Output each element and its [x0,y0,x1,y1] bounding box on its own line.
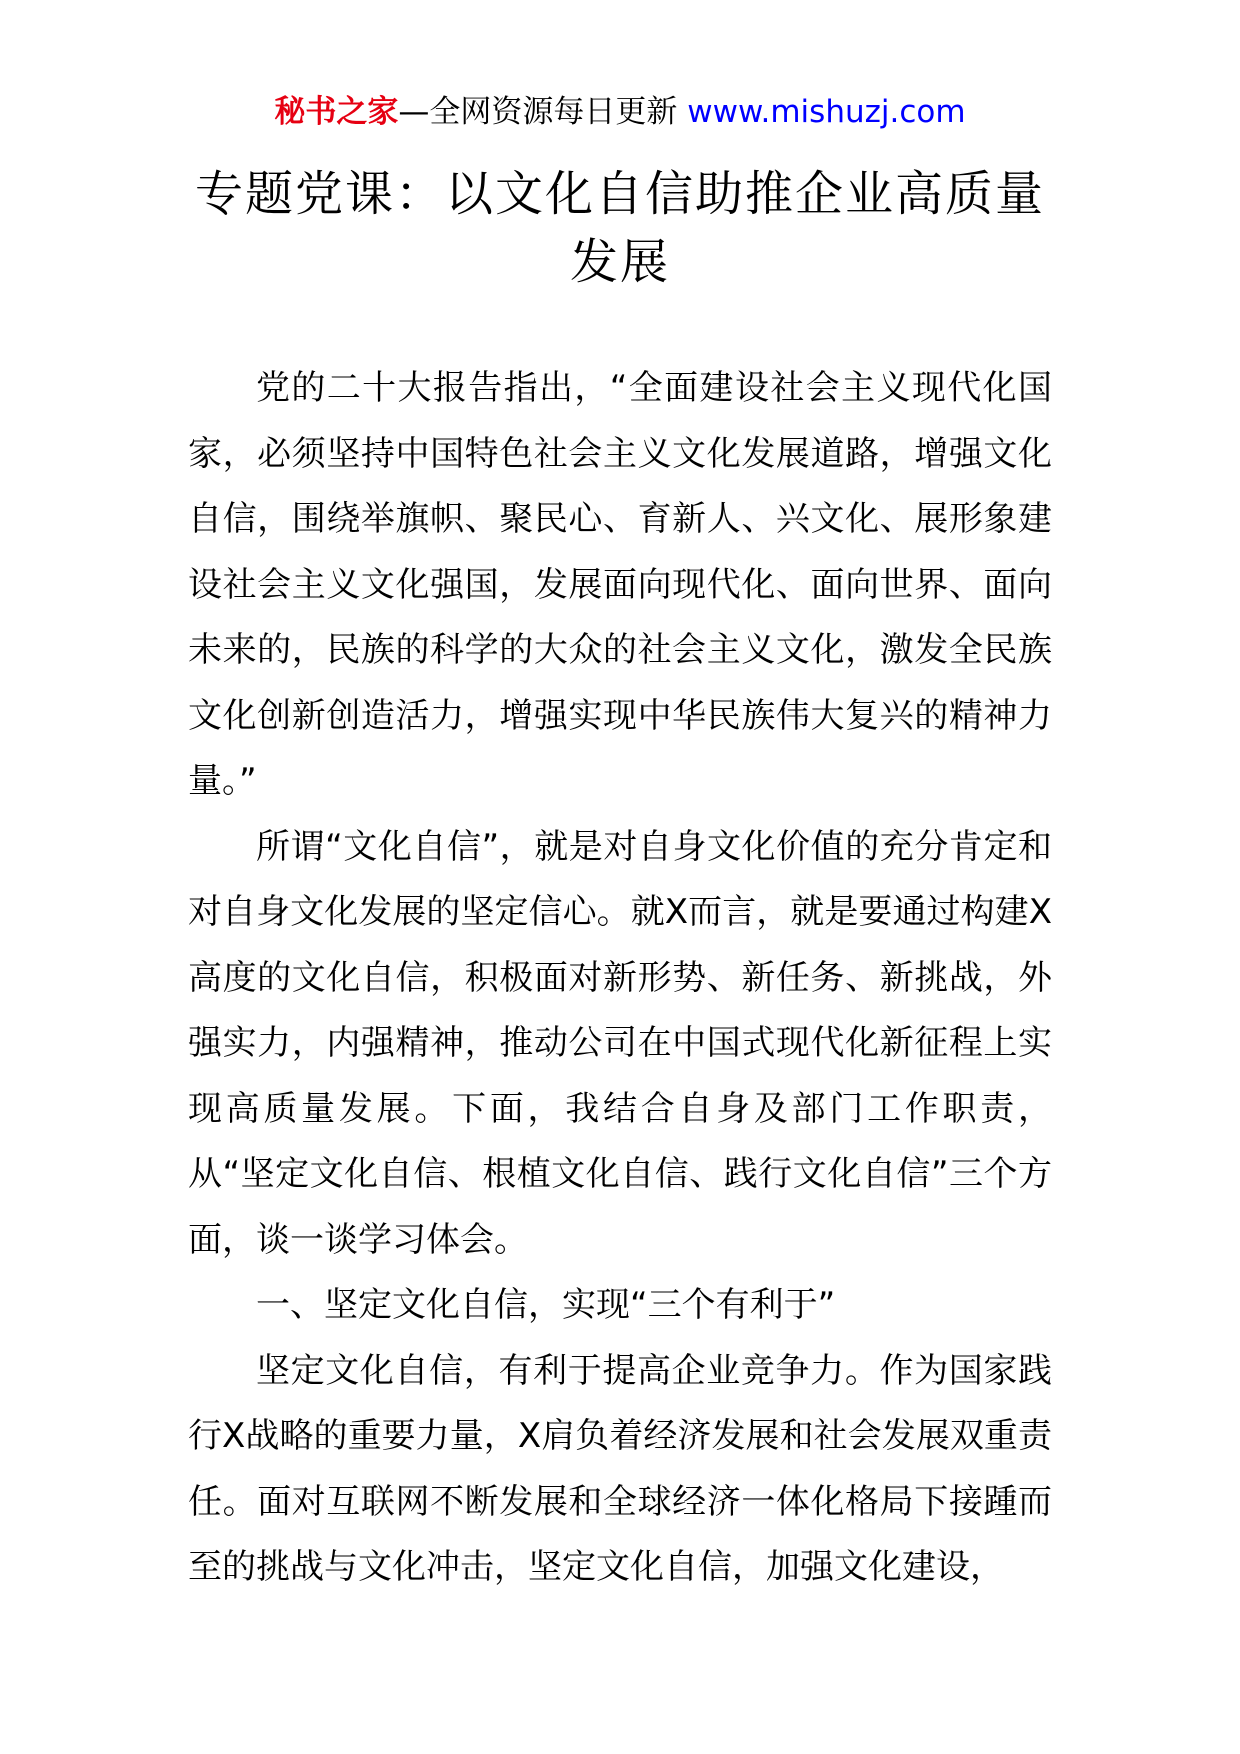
paragraph-3: 坚定文化自信，有利于提高企业竞争力。作为国家践行X战略的重要力量，X肩负着经济发展和社会发展双重责任。面对互联网不断发展和全球经济一体化格局下接踵而至的挑战与文化冲击，坚定文化自信，加强文化建设， [188,1350,1052,1587]
brand-name: 秘书之家 [274,94,399,130]
document-body [188,356,1052,1601]
section-heading-1: 一、坚定文化自信，实现“三个有利于” [256,1285,836,1325]
website-link[interactable]: www.mishuzj.com [687,94,966,130]
paragraph-1: 党的二十大报告指出，“全面建设社会主义现代化国家，必须坚持中国特色社会主义文化发展道路，增强文化自信，围绕举旗帜、聚民心、育新人、兴文化、展形象建设社会主义文化强国，发展面向现代化、面向世界、面向未来的，民族的科学的大众的社会主义文化，激发全民族文化创新创造活力，增强实现中华民族伟大复兴的精神力量。” [188,368,1052,801]
header-slogan: —全网资源每日更新 [398,94,688,130]
document-title: 专题党课：以文化自信助推企业高质量发展 [194,166,1045,290]
page-header [0,92,1240,132]
paragraph-2: 所谓“文化自信”，就是对自身文化价值的充分肯定和对自身文化发展的坚定信心。就X而言，就是要通过构建X高度的文化自信，积极面对新形势、新任务、新挑战，外强实力，内强精神，推动公司在中国式现代化新征程上实现高质量发展。下面，我结合自身及部门工作职责，从“坚定文化自信、根植文化自信、践行文化自信”三个方面，谈一谈学习体会。 [188,826,1052,1260]
